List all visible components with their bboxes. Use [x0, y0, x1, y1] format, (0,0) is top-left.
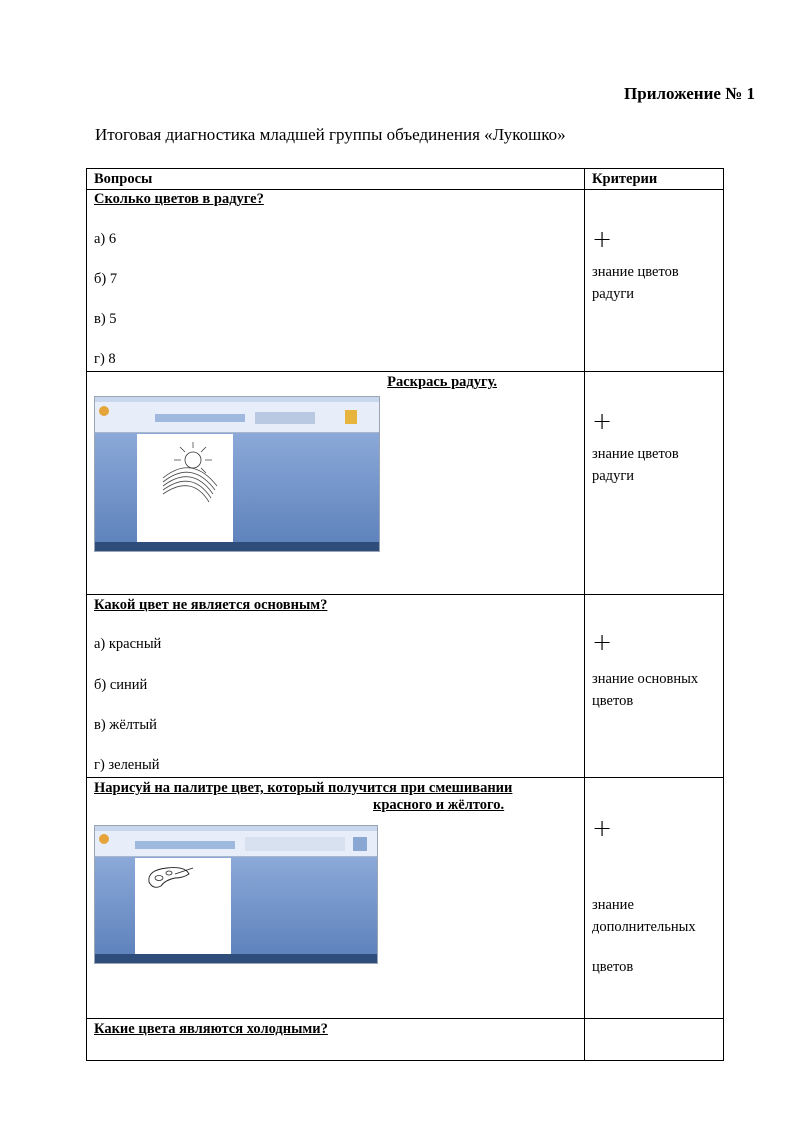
- criteria-text: знание цветов радуги: [592, 264, 679, 302]
- criteria-cell: [585, 190, 724, 372]
- table-row: [87, 778, 724, 1019]
- question-cell: [87, 595, 585, 778]
- criteria-cell: [585, 1019, 724, 1061]
- palette-screenshot-image: [94, 825, 378, 964]
- question-cell: [87, 190, 585, 372]
- document-title: Итоговая диагностика младшей группы объединения «Лукошко»: [95, 125, 566, 144]
- question-title-line2: красного и жёлтого.: [373, 797, 505, 813]
- answer-option: г) 8: [94, 351, 116, 367]
- answer-option: а) красный: [94, 636, 162, 652]
- criteria-text-line2: дополнительных: [592, 919, 696, 935]
- palette-drawing: [135, 858, 231, 954]
- answer-option: а) 6: [94, 231, 117, 247]
- question-cell: [87, 778, 585, 1019]
- question-title: Какие цвета являются холодными?: [94, 1021, 328, 1037]
- table-row: [87, 372, 724, 595]
- question-cell: [87, 372, 585, 595]
- plus-mark: +: [592, 225, 613, 253]
- criteria-text-line1: знание: [592, 897, 634, 913]
- table-header-row: [87, 169, 724, 190]
- plus-mark: +: [592, 814, 613, 842]
- answer-option: г) зеленый: [94, 757, 160, 773]
- plus-mark: +: [592, 628, 613, 656]
- table-row: [87, 190, 724, 372]
- table-row: [87, 1019, 724, 1061]
- question-title: Какой цвет не является основным?: [94, 597, 328, 613]
- criteria-text-line3: цветов: [592, 959, 634, 975]
- answer-option: в) жёлтый: [94, 717, 157, 733]
- criteria-cell: [585, 778, 724, 1019]
- criteria-text: знание цветов радуги: [592, 446, 679, 484]
- table-row: [87, 595, 724, 778]
- header-questions: Вопросы: [87, 169, 585, 190]
- criteria-cell: [585, 372, 724, 595]
- question-cell: [87, 1019, 585, 1061]
- criteria-text: знание основных цветов: [592, 671, 699, 709]
- diagnostic-table: [86, 168, 724, 1061]
- answer-option: в) 5: [94, 311, 117, 327]
- answer-option: б) 7: [94, 271, 118, 287]
- rainbow-screenshot-image: [94, 396, 380, 552]
- answer-option: б) синий: [94, 677, 148, 693]
- criteria-cell: [585, 595, 724, 778]
- question-title-line1: Нарисуй на палитре цвет, который получится при смешивании: [94, 780, 513, 796]
- question-title: Раскрась радугу.: [387, 374, 497, 390]
- rainbow-sun-drawing: [137, 434, 233, 542]
- appendix-label: Приложение № 1: [624, 84, 755, 103]
- question-title: Сколько цветов в радуге?: [94, 191, 264, 207]
- header-criteria: Критерии: [585, 169, 724, 190]
- plus-mark: +: [592, 407, 613, 435]
